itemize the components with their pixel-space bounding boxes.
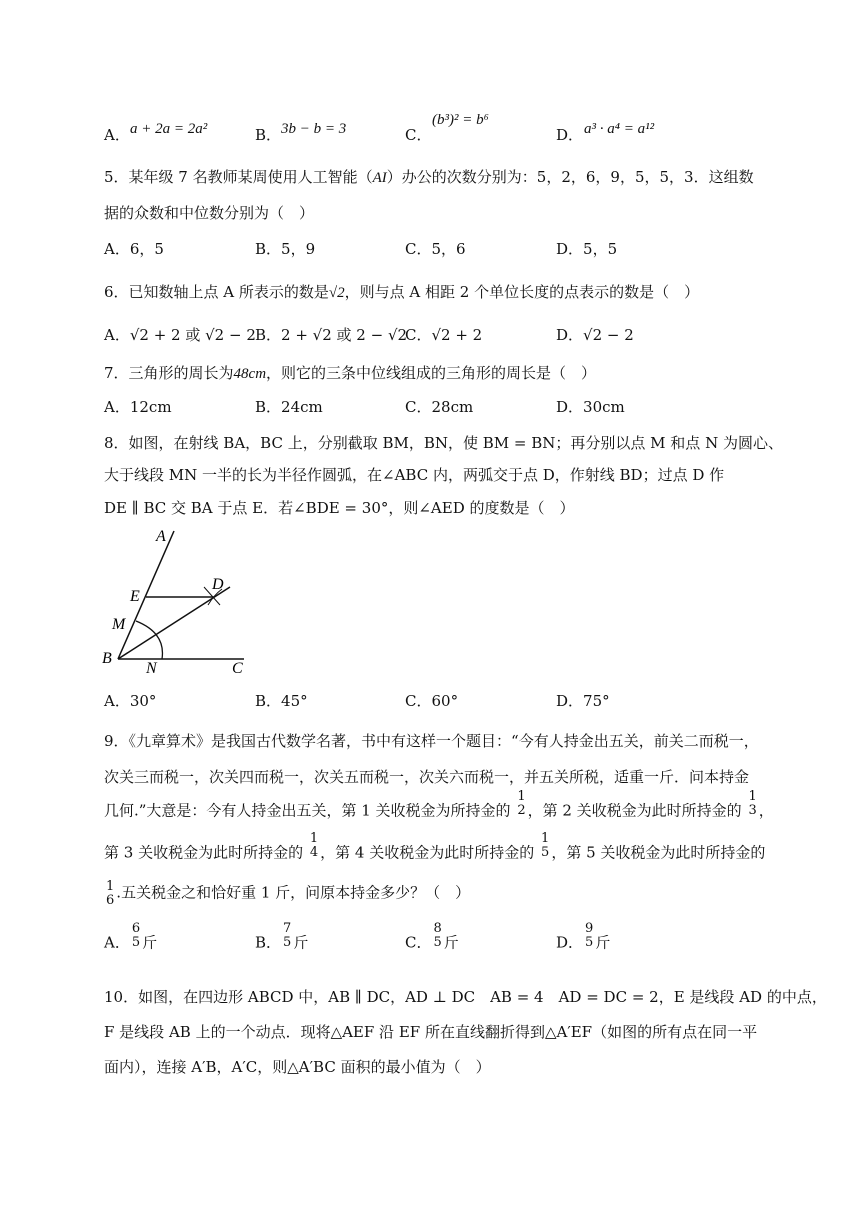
- q8-line-3: DE ∥ BC 交 BA 于点 E．若∠BDE = 30°，则∠AED 的度数是（ ）: [104, 499, 575, 517]
- q9-option-a-fraction: [130, 922, 142, 949]
- q5-option-d: D．5，5: [556, 240, 618, 258]
- fraction-1-3: [746, 790, 758, 817]
- fraction-numerator: 7: [283, 921, 292, 936]
- q9-option-a-label: A．: [104, 933, 130, 952]
- fraction-1-4: [308, 832, 320, 859]
- fraction-numerator: 9: [585, 921, 594, 936]
- q4-option-d-expr: a³ · a⁴ = a¹²: [584, 121, 655, 137]
- q7-option-a: A．12cm: [104, 398, 172, 416]
- q6-option-d: D．√2 − 2: [556, 326, 634, 344]
- q7-text-cont: ，则它的三条中位线组成的三角形的周长是（ ）: [266, 364, 597, 382]
- q5-line-1: [104, 166, 754, 187]
- q9-option-a: [104, 921, 158, 957]
- fraction-denominator: 5: [541, 844, 550, 860]
- q5-line-2: 据的众数和中位数分别为（ ）: [104, 204, 315, 222]
- q10-line-1: 10．如图，在四边形 ABCD 中，AB ∥ DC，AD ⊥ DC AB = 4 AD = DC = 2，E 是线段 AD 的中点，: [104, 988, 827, 1006]
- q6-line-1: [104, 281, 699, 302]
- fraction-numerator: 1: [748, 789, 757, 804]
- label-d: D: [212, 576, 224, 593]
- q4-option-a-expr: a + 2a = 2a²: [130, 121, 208, 137]
- q5-option-a: A．6，5: [104, 240, 164, 258]
- q6-option-c: C．√2 + 2: [405, 326, 483, 344]
- q9-line-4-text-a: 第 3 关收税金为此时所持金的: [104, 843, 304, 862]
- q9-option-b-fraction: [281, 922, 293, 949]
- q7-text: 7．三角形的周长为: [104, 364, 234, 382]
- q9-option-d-label: D．: [556, 933, 584, 952]
- q9-line-3-text-a: 几何.”大意是：今有人持金出五关，第 1 关收税金为所持金的: [104, 801, 511, 820]
- fraction-numerator: 8: [433, 921, 442, 936]
- q9-line-3-text-b: ，第 2 关收税金为此时所持金的: [527, 801, 742, 820]
- fraction-numerator: 1: [541, 831, 550, 846]
- q9-line-5: [104, 880, 470, 907]
- q8-option-d: D．75°: [556, 692, 610, 710]
- fraction-1-6: [104, 880, 116, 907]
- label-m: M: [112, 616, 126, 633]
- q5-option-b: B．5，9: [255, 240, 316, 258]
- q8-option-a: A．30°: [104, 692, 157, 710]
- q5-option-c: C．5，6: [405, 240, 466, 258]
- q9-option-d-fraction: [583, 922, 595, 949]
- fraction-numerator: 1: [517, 789, 526, 804]
- q4-option-b-expr: 3b − b = 3: [281, 121, 347, 137]
- q6-text: 6．已知数轴上点 A 所表示的数是: [104, 283, 329, 301]
- q9-option-b-label: B．: [255, 933, 282, 952]
- fraction-denominator: 5: [433, 934, 442, 950]
- q7-line-1: [104, 362, 596, 383]
- q4-option-c-expr: (b³)² = b⁶: [432, 112, 489, 128]
- q8-option-b: B．45°: [255, 692, 308, 710]
- q6-sqrt2: √2: [328, 285, 345, 301]
- q4-option-c-label: C．: [405, 126, 432, 144]
- q4-option-a-label: A．: [104, 126, 130, 144]
- q6-option-b: B．2 + √2 或 2 − √2: [255, 326, 408, 344]
- label-c: C: [232, 660, 243, 677]
- q8-geometry-figure: [96, 525, 256, 680]
- q10-line-2: F 是线段 AB 上的一个动点．现将△AEF 沿 EF 所在直线翻折得到△A′EF（如图的所有点在同一平: [104, 1023, 758, 1041]
- q10-line-3: 面内），连接 A′B，A′C，则△A′BC 面积的最小值为（ ）: [104, 1058, 491, 1076]
- q9-option-d-unit: 斤: [595, 933, 611, 952]
- q8-option-c: C．60°: [405, 692, 459, 710]
- q9-line-3-comma: ，: [758, 801, 774, 820]
- q5-text: 5．某年级 7 名教师某周使用人工智能（: [104, 168, 373, 186]
- q8-line-1: 8．如图，在射线 BA，BC 上，分别截取 BM，BN，使 BM = BN；再分别以点 M 和点 N 为圆心、: [104, 434, 783, 452]
- arc-mn: [136, 621, 162, 659]
- fraction-denominator: 4: [309, 844, 319, 860]
- q4-option-b-label: B．: [255, 126, 282, 144]
- q9-line-2: 次关三而税一，次关四而税一，次关五而税一，次关六而税一，并五关所税，适重一斤．问本持金: [104, 768, 750, 786]
- q9-line-4-text-c: ，第 5 关收税金为此时所持金的: [551, 843, 766, 862]
- q9-option-c-unit: 斤: [443, 933, 459, 952]
- label-b: B: [102, 650, 112, 667]
- q8-line-2: 大于线段 MN 一半的长为半径作圆弧，在∠ABC 内，两弧交于点 D，作射线 BD；过点 D 作: [104, 466, 725, 484]
- fraction-numerator: 1: [309, 831, 319, 846]
- q7-option-c: C．28cm: [405, 398, 474, 416]
- fraction-1-2: [515, 790, 527, 817]
- q9-line-1: 9．《九章算术》是我国古代数学名著，书中有这样一个题目：“今有人持金出五关，前关二而税一，: [104, 732, 759, 750]
- label-a: A: [156, 528, 166, 545]
- q9-option-c-fraction: [431, 922, 443, 949]
- q7-option-d: D．30cm: [556, 398, 625, 416]
- q7-option-b: B．24cm: [255, 398, 323, 416]
- fraction-1-5: [539, 832, 551, 859]
- q9-option-b-unit: 斤: [293, 933, 309, 952]
- q5-ai: AI: [372, 170, 387, 186]
- q9-option-b: [255, 921, 309, 957]
- q9-option-c-label: C．: [405, 933, 432, 952]
- q4-option-d-label: D．: [556, 126, 584, 144]
- fraction-numerator: 6: [131, 921, 141, 936]
- q6-option-a: A．√2 + 2 或 √2 − 2: [104, 326, 256, 344]
- q6-text-cont: ，则与点 A 相距 2 个单位长度的点表示的数是（ ）: [344, 283, 700, 301]
- fraction-denominator: 5: [131, 934, 141, 950]
- q7-value: 48cm: [233, 366, 267, 382]
- q9-option-c: [405, 921, 459, 957]
- q9-line-4: [104, 831, 766, 867]
- label-e: E: [130, 588, 140, 605]
- q9-line-5-text: 五关税金之和恰好重 1 斤，问原本持金多少？（ ）: [121, 883, 471, 902]
- q5-text-cont: ）办公的次数分别为：5，2，6，9，5，5，3．这组数: [386, 168, 754, 186]
- label-n: N: [146, 660, 157, 677]
- fraction-denominator: 5: [585, 934, 594, 950]
- fraction-denominator: 5: [283, 934, 292, 950]
- q9-option-d: [556, 921, 611, 957]
- fraction-denominator: 6: [106, 892, 115, 908]
- q9-period: .: [116, 883, 122, 902]
- q9-option-a-unit: 斤: [142, 933, 158, 952]
- fraction-denominator: 3: [748, 802, 757, 818]
- q9-line-4-text-b: ，第 4 关收税金为此时所持金的: [320, 843, 535, 862]
- ray-ba: [118, 531, 174, 659]
- q9-line-3: [104, 789, 774, 825]
- fraction-numerator: 1: [106, 879, 115, 894]
- fraction-denominator: 2: [517, 802, 526, 818]
